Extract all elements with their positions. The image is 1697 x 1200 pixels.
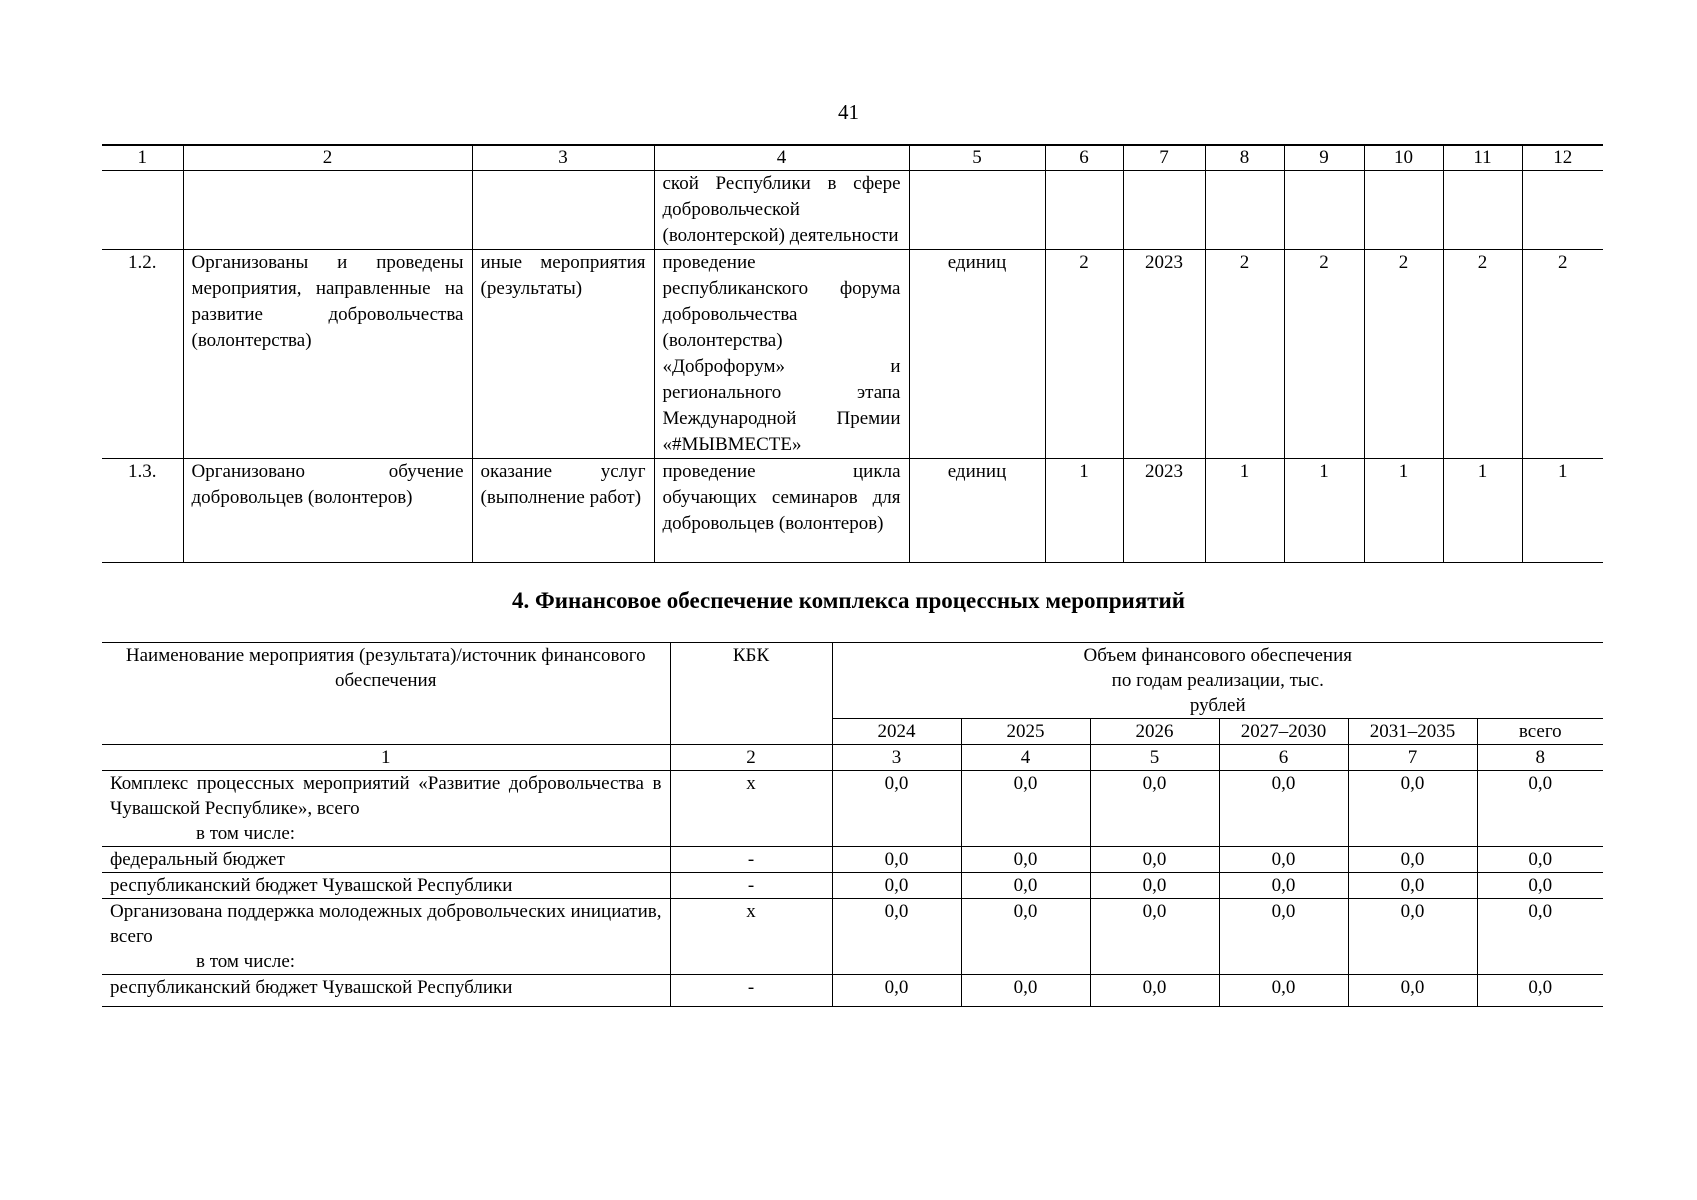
value-cell: 0,0 bbox=[961, 847, 1090, 873]
task-type: иные мероприятия (результаты) bbox=[472, 250, 654, 459]
year-header: 2024 bbox=[832, 719, 961, 745]
task-description: проведение цикла обучающих семинаров для добровольцев (волонтеров) bbox=[654, 459, 909, 563]
row-number: 1.3. bbox=[102, 459, 183, 563]
table-row bbox=[102, 899, 1603, 975]
value-cell: 0,0 bbox=[1090, 899, 1219, 975]
col-number: 7 bbox=[1348, 745, 1477, 771]
col-number: 3 bbox=[832, 745, 961, 771]
col-number: 9 bbox=[1284, 145, 1364, 171]
col-number: 11 bbox=[1443, 145, 1522, 171]
value-cell: 0,0 bbox=[961, 873, 1090, 899]
col-number: 1 bbox=[102, 745, 670, 771]
value-cell: 2 bbox=[1364, 250, 1443, 459]
value-cell: 0,0 bbox=[832, 873, 961, 899]
value-cell: 0,0 bbox=[1219, 975, 1348, 1007]
value-cell: 0,0 bbox=[832, 847, 961, 873]
value-cell: 0,0 bbox=[1348, 771, 1477, 847]
value-cell: 0,0 bbox=[1090, 847, 1219, 873]
continuation-text: ской Республики в сфере добровольческой (волонтерской) деятельности bbox=[654, 171, 909, 250]
row-subtitle: в том числе: bbox=[196, 823, 296, 844]
table-row bbox=[102, 847, 1603, 873]
kbk-cell: - bbox=[670, 847, 832, 873]
value-cell: 0,0 bbox=[1219, 899, 1348, 975]
col-number: 2 bbox=[183, 145, 472, 171]
col-number: 12 bbox=[1522, 145, 1603, 171]
header-volume: Объем финансового обеспечения по годам реализации, тыс. рублей bbox=[832, 643, 1603, 719]
indicators-table bbox=[102, 144, 1603, 563]
base-value: 1 bbox=[1045, 459, 1123, 563]
col-number: 6 bbox=[1219, 745, 1348, 771]
kbk-cell: х bbox=[670, 771, 832, 847]
task-name: Организованы и проведены мероприятия, направленные на развитие добровольчества (волонтерства) bbox=[183, 250, 472, 459]
year-header: 2026 bbox=[1090, 719, 1219, 745]
col-number: 6 bbox=[1045, 145, 1123, 171]
table-row bbox=[102, 975, 1603, 1007]
col-number: 3 bbox=[472, 145, 654, 171]
value-cell: 0,0 bbox=[961, 899, 1090, 975]
financing-table bbox=[102, 642, 1603, 1007]
value-cell: 2 bbox=[1522, 250, 1603, 459]
task-description: проведение республиканского форума добровольчества (волонтерства) «Доброфорум» и регионального этапа Международной Премии «#МЫВМЕСТЕ» bbox=[654, 250, 909, 459]
col-number: 7 bbox=[1123, 145, 1205, 171]
value-cell: 0,0 bbox=[1477, 975, 1603, 1007]
value-cell: 0,0 bbox=[1477, 873, 1603, 899]
year-header: всего bbox=[1477, 719, 1603, 745]
value-cell: 0,0 bbox=[1477, 771, 1603, 847]
year-header: 2025 bbox=[961, 719, 1090, 745]
value-cell: 2 bbox=[1205, 250, 1284, 459]
value-cell: 0,0 bbox=[832, 899, 961, 975]
task-name: Организовано обучение добровольцев (волонтеров) bbox=[183, 459, 472, 563]
value-cell: 0,0 bbox=[961, 771, 1090, 847]
value-cell: 0,0 bbox=[1477, 847, 1603, 873]
row-name: республиканский бюджет Чувашской Республики bbox=[102, 873, 670, 899]
row-number: 1.2. bbox=[102, 250, 183, 459]
table-row bbox=[102, 171, 1603, 250]
value-cell: 1 bbox=[1205, 459, 1284, 563]
value-cell: 2 bbox=[1443, 250, 1522, 459]
section-title: 4. Финансовое обеспечение комплекса процессных мероприятий bbox=[511, 588, 1186, 613]
page-number: 41 bbox=[838, 100, 859, 124]
row-subtitle: в том числе: bbox=[196, 951, 296, 972]
col-number: 4 bbox=[961, 745, 1090, 771]
kbk-cell: - bbox=[670, 873, 832, 899]
col-number: 8 bbox=[1205, 145, 1284, 171]
row-name: республиканский бюджет Чувашской Республики bbox=[102, 975, 670, 1007]
value-cell: 1 bbox=[1364, 459, 1443, 563]
row-name: Комплекс процессных мероприятий «Развитие добровольчества в Чувашской Республике», всего bbox=[110, 773, 662, 819]
value-cell: 0,0 bbox=[1348, 975, 1477, 1007]
value-cell: 0,0 bbox=[1348, 847, 1477, 873]
unit: единиц bbox=[909, 459, 1045, 563]
col-number: 2 bbox=[670, 745, 832, 771]
value-cell: 0,0 bbox=[1219, 847, 1348, 873]
col-number: 5 bbox=[909, 145, 1045, 171]
value-cell: 0,0 bbox=[1090, 873, 1219, 899]
value-cell: 0,0 bbox=[832, 771, 961, 847]
value-cell: 1 bbox=[1443, 459, 1522, 563]
kbk-cell: - bbox=[670, 975, 832, 1007]
task-type: оказание услуг (выполнение работ) bbox=[472, 459, 654, 563]
value-cell: 1 bbox=[1284, 459, 1364, 563]
table-row bbox=[102, 771, 1603, 847]
value-cell: 2 bbox=[1284, 250, 1364, 459]
col-number: 1 bbox=[102, 145, 183, 171]
column-numbers-row bbox=[102, 145, 1603, 171]
value-cell: 0,0 bbox=[1090, 975, 1219, 1007]
header-row bbox=[102, 643, 1603, 719]
value-cell: 0,0 bbox=[1348, 873, 1477, 899]
value-cell: 0,0 bbox=[832, 975, 961, 1007]
column-numbers-row bbox=[102, 745, 1603, 771]
col-number: 10 bbox=[1364, 145, 1443, 171]
unit: единиц bbox=[909, 250, 1045, 459]
table-row bbox=[102, 250, 1603, 459]
header-kbk: КБК bbox=[670, 643, 832, 745]
year-header: 2027–2030 bbox=[1219, 719, 1348, 745]
base-year: 2023 bbox=[1123, 459, 1205, 563]
header-name: Наименование мероприятия (результата)/источник финансового обеспечения bbox=[102, 643, 670, 745]
value-cell: 0,0 bbox=[1348, 899, 1477, 975]
col-number: 5 bbox=[1090, 745, 1219, 771]
row-name: Организована поддержка молодежных добровольческих инициатив, всего bbox=[110, 901, 662, 947]
value-cell: 0,0 bbox=[961, 975, 1090, 1007]
table-row bbox=[102, 873, 1603, 899]
value-cell: 0,0 bbox=[1090, 771, 1219, 847]
value-cell: 1 bbox=[1522, 459, 1603, 563]
row-name: федеральный бюджет bbox=[102, 847, 670, 873]
table-row bbox=[102, 459, 1603, 563]
col-number: 8 bbox=[1477, 745, 1603, 771]
value-cell: 0,0 bbox=[1477, 899, 1603, 975]
year-header: 2031–2035 bbox=[1348, 719, 1477, 745]
base-year: 2023 bbox=[1123, 250, 1205, 459]
kbk-cell: х bbox=[670, 899, 832, 975]
value-cell: 0,0 bbox=[1219, 873, 1348, 899]
col-number: 4 bbox=[654, 145, 909, 171]
value-cell: 0,0 bbox=[1219, 771, 1348, 847]
base-value: 2 bbox=[1045, 250, 1123, 459]
